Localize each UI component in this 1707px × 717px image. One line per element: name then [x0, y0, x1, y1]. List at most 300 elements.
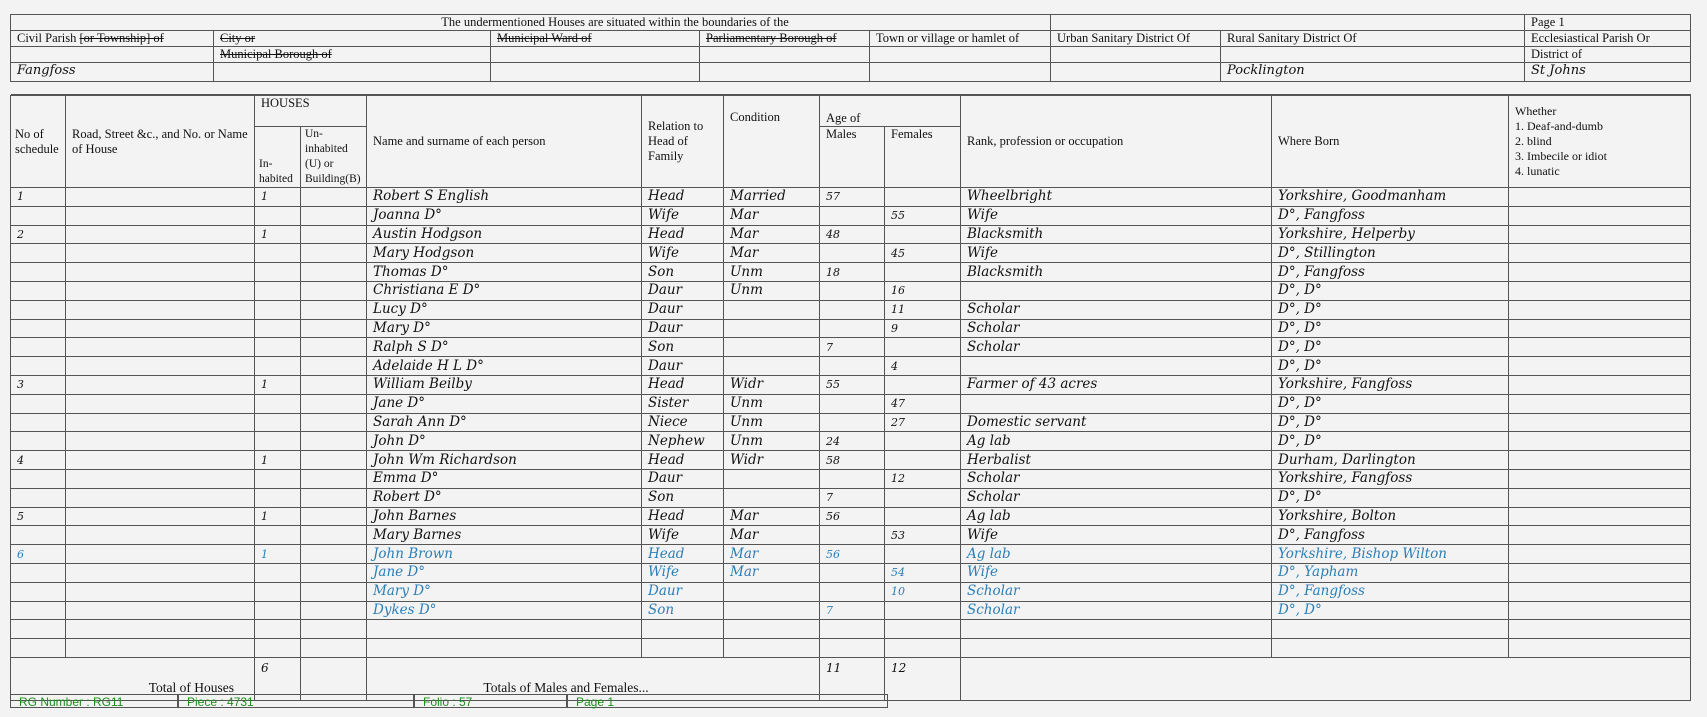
occupation-cell: Wife	[961, 563, 1272, 582]
condition-cell	[724, 582, 820, 601]
col-road: Road, Street &c., and No. or Name of House	[66, 96, 255, 188]
value-ecclesiastical: St Johns	[1525, 63, 1691, 82]
road-cell	[66, 601, 255, 620]
uninhabited-cell	[301, 300, 367, 319]
condition-cell: Unm	[724, 263, 820, 282]
occupation-cell	[961, 639, 1272, 658]
occupation-cell: Scholar	[961, 319, 1272, 338]
uninhabited-cell	[301, 620, 367, 639]
female-age	[885, 225, 961, 244]
condition-cell: Unm	[724, 413, 820, 432]
road-cell	[66, 225, 255, 244]
person-name: Adelaide H L D°	[367, 357, 642, 376]
road-cell	[66, 281, 255, 300]
schedule-cell	[11, 338, 66, 357]
label-ecclesiastical: Ecclesiastical Parish Or	[1525, 31, 1691, 47]
relation-cell	[642, 620, 724, 639]
person-name: Robert S English	[367, 188, 642, 207]
birthplace-cell: D°, D°	[1272, 413, 1509, 432]
schedule-cell	[11, 488, 66, 507]
table-row	[11, 639, 1691, 658]
label-city: City or	[214, 31, 491, 47]
uninhabited-cell	[301, 582, 367, 601]
birthplace-cell: D°, D°	[1272, 281, 1509, 300]
table-row	[11, 488, 1691, 507]
table-row	[11, 451, 1691, 470]
road-cell	[66, 244, 255, 263]
whether-cell	[1509, 357, 1691, 376]
person-name: Emma D°	[367, 469, 642, 488]
schedule-cell: 6	[11, 545, 66, 564]
col-rank: Rank, profession or occupation	[961, 96, 1272, 188]
relation-cell: Daur	[642, 582, 724, 601]
occupation-cell: Blacksmith	[961, 225, 1272, 244]
relation-cell: Wife	[642, 563, 724, 582]
schedule-cell	[11, 319, 66, 338]
person-name: Christiana E D°	[367, 281, 642, 300]
birthplace-cell: Yorkshire, Helperby	[1272, 225, 1509, 244]
whether-cell	[1509, 620, 1691, 639]
total-houses-label: Total of Houses	[11, 657, 255, 700]
inhabited-cell	[255, 319, 301, 338]
road-cell	[66, 526, 255, 545]
road-cell	[66, 319, 255, 338]
female-age: 45	[885, 244, 961, 263]
col-whether	[1509, 96, 1691, 188]
female-age: 4	[885, 357, 961, 376]
label-rural-sanitary: Rural Sanitary District Of	[1221, 31, 1525, 47]
uninhabited-cell	[301, 601, 367, 620]
whether-cell	[1509, 413, 1691, 432]
total-houses-value: 6	[255, 657, 301, 700]
birthplace-cell: D°, D°	[1272, 357, 1509, 376]
inhabited-cell: 1	[255, 507, 301, 526]
whether-3: 3. Imbecile or idiot	[1515, 149, 1607, 163]
road-cell	[66, 488, 255, 507]
schedule-cell	[11, 582, 66, 601]
occupation-cell: Wife	[961, 526, 1272, 545]
boundary-header-table	[10, 14, 1691, 95]
birthplace-cell: D°, D°	[1272, 488, 1509, 507]
schedule-cell	[11, 601, 66, 620]
footer-rg-number: RG Number : RG11	[10, 694, 178, 708]
occupation-cell: Scholar	[961, 469, 1272, 488]
inhabited-cell: 1	[255, 225, 301, 244]
col-inhabited: In-habited	[255, 127, 301, 188]
whether-cell	[1509, 582, 1691, 601]
table-row	[11, 225, 1691, 244]
relation-cell: Daur	[642, 300, 724, 319]
relation-cell: Nephew	[642, 432, 724, 451]
col-condition: Condition	[724, 96, 820, 188]
person-name: Ralph S D°	[367, 338, 642, 357]
table-row	[11, 601, 1691, 620]
road-cell	[66, 563, 255, 582]
occupation-cell: Scholar	[961, 601, 1272, 620]
condition-cell	[724, 319, 820, 338]
road-cell	[66, 206, 255, 225]
birthplace-cell	[1272, 639, 1509, 658]
male-age	[820, 300, 885, 319]
birthplace-cell: D°, Fangfoss	[1272, 526, 1509, 545]
male-age: 7	[820, 338, 885, 357]
total-persons-label: Totals of Males and Females...	[367, 657, 820, 700]
uninhabited-cell	[301, 281, 367, 300]
whether-1: 1. Deaf-and-dumb	[1515, 119, 1603, 133]
road-cell	[66, 394, 255, 413]
person-name: John Barnes	[367, 507, 642, 526]
relation-cell: Wife	[642, 244, 724, 263]
occupation-cell: Scholar	[961, 488, 1272, 507]
occupation-cell	[961, 357, 1272, 376]
male-age: 57	[820, 188, 885, 207]
road-cell	[66, 375, 255, 394]
relation-cell: Head	[642, 225, 724, 244]
female-age: 10	[885, 582, 961, 601]
whether-cell	[1509, 244, 1691, 263]
schedule-cell: 1	[11, 188, 66, 207]
inhabited-cell	[255, 601, 301, 620]
female-age: 55	[885, 206, 961, 225]
label-civil-parish: Civil Parish [or Township] of	[11, 31, 214, 47]
schedule-cell	[11, 432, 66, 451]
inhabited-cell	[255, 357, 301, 376]
whether-cell	[1509, 188, 1691, 207]
female-age	[885, 263, 961, 282]
label-district-of: District of	[1525, 47, 1691, 63]
inhabited-cell	[255, 432, 301, 451]
uninhabited-cell	[301, 188, 367, 207]
female-age: 9	[885, 319, 961, 338]
road-cell	[66, 338, 255, 357]
male-age	[820, 413, 885, 432]
schedule-cell	[11, 357, 66, 376]
female-age	[885, 338, 961, 357]
male-age: 48	[820, 225, 885, 244]
male-age	[820, 206, 885, 225]
inhabited-cell	[255, 582, 301, 601]
table-row	[11, 281, 1691, 300]
person-name: Dykes D°	[367, 601, 642, 620]
road-cell	[66, 188, 255, 207]
schedule-cell	[11, 563, 66, 582]
relation-cell: Wife	[642, 526, 724, 545]
relation-cell: Niece	[642, 413, 724, 432]
schedule-cell: 3	[11, 375, 66, 394]
condition-cell: Mar	[724, 563, 820, 582]
whether-cell	[1509, 263, 1691, 282]
male-age	[820, 394, 885, 413]
condition-cell: Mar	[724, 507, 820, 526]
birthplace-cell: D°, Fangfoss	[1272, 582, 1509, 601]
birthplace-cell: D°, D°	[1272, 319, 1509, 338]
occupation-cell: Scholar	[961, 582, 1272, 601]
whether-title: Whether	[1515, 104, 1557, 118]
female-age	[885, 507, 961, 526]
inhabited-cell: 1	[255, 451, 301, 470]
uninhabited-cell	[301, 375, 367, 394]
relation-cell: Daur	[642, 357, 724, 376]
col-no-schedule: No of schedule	[11, 96, 66, 188]
person-name: John D°	[367, 432, 642, 451]
occupation-cell	[961, 394, 1272, 413]
person-name	[367, 620, 642, 639]
male-age: 58	[820, 451, 885, 470]
label-municipal-borough: Municipal Borough of	[214, 47, 491, 63]
female-age	[885, 620, 961, 639]
table-row	[11, 507, 1691, 526]
reference-footer	[10, 694, 888, 708]
relation-cell: Head	[642, 545, 724, 564]
occupation-cell: Ag lab	[961, 507, 1272, 526]
person-name: Joanna D°	[367, 206, 642, 225]
occupation-cell: Ag lab	[961, 545, 1272, 564]
table-row	[11, 319, 1691, 338]
uninhabited-cell	[301, 639, 367, 658]
person-name: Jane D°	[367, 563, 642, 582]
col-houses: HOUSES	[255, 96, 367, 127]
person-name: Mary Hodgson	[367, 244, 642, 263]
female-age	[885, 432, 961, 451]
schedule-cell	[11, 244, 66, 263]
birthplace-cell: D°, Fangfoss	[1272, 263, 1509, 282]
uninhabited-cell	[301, 526, 367, 545]
relation-cell: Daur	[642, 319, 724, 338]
birthplace-cell: D°, D°	[1272, 432, 1509, 451]
schedule-cell: 2	[11, 225, 66, 244]
uninhabited-cell	[301, 244, 367, 263]
whether-cell	[1509, 225, 1691, 244]
occupation-cell	[961, 620, 1272, 639]
label-town-village: Town or village or hamlet of	[870, 31, 1051, 47]
table-row	[11, 526, 1691, 545]
col-uninhabited: Un-inhabited (U) or Building(B)	[301, 127, 367, 188]
person-name	[367, 639, 642, 658]
table-row	[11, 357, 1691, 376]
uninhabited-cell	[301, 488, 367, 507]
uninhabited-cell	[301, 545, 367, 564]
male-age	[820, 526, 885, 545]
schedule-cell	[11, 206, 66, 225]
condition-cell: Widr	[724, 451, 820, 470]
schedule-cell: 5	[11, 507, 66, 526]
whether-cell	[1509, 488, 1691, 507]
inhabited-cell	[255, 206, 301, 225]
occupation-cell: Farmer of 43 acres	[961, 375, 1272, 394]
road-cell	[66, 263, 255, 282]
condition-cell	[724, 338, 820, 357]
table-row	[11, 620, 1691, 639]
relation-cell: Sister	[642, 394, 724, 413]
condition-cell: Mar	[724, 206, 820, 225]
page-number: Page 1	[1525, 15, 1691, 31]
table-row	[11, 188, 1691, 207]
male-age	[820, 469, 885, 488]
male-age	[820, 639, 885, 658]
female-age	[885, 639, 961, 658]
female-age: 12	[885, 469, 961, 488]
inhabited-cell	[255, 300, 301, 319]
condition-cell: Mar	[724, 545, 820, 564]
condition-cell: Married	[724, 188, 820, 207]
uninhabited-cell	[301, 432, 367, 451]
condition-cell: Unm	[724, 394, 820, 413]
schedule-cell	[11, 300, 66, 319]
value-rural-sanitary: Pocklington	[1221, 63, 1525, 82]
whether-cell	[1509, 601, 1691, 620]
male-age: 56	[820, 545, 885, 564]
female-age	[885, 188, 961, 207]
male-age	[820, 563, 885, 582]
female-age: 47	[885, 394, 961, 413]
male-age	[820, 582, 885, 601]
schedule-cell	[11, 413, 66, 432]
uninhabited-cell	[301, 225, 367, 244]
person-name: John Brown	[367, 545, 642, 564]
uninhabited-cell	[301, 469, 367, 488]
condition-cell	[724, 620, 820, 639]
schedule-cell	[11, 394, 66, 413]
col-name: Name and surname of each person	[367, 96, 642, 188]
whether-cell	[1509, 206, 1691, 225]
road-cell	[66, 357, 255, 376]
person-name: Austin Hodgson	[367, 225, 642, 244]
whether-cell	[1509, 563, 1691, 582]
table-row	[11, 563, 1691, 582]
birthplace-cell: D°, D°	[1272, 394, 1509, 413]
male-age: 7	[820, 601, 885, 620]
inhabited-cell	[255, 244, 301, 263]
female-age	[885, 451, 961, 470]
male-age: 56	[820, 507, 885, 526]
person-name: John Wm Richardson	[367, 451, 642, 470]
census-sheet	[10, 14, 1690, 701]
inhabited-cell: 1	[255, 545, 301, 564]
label-parliamentary-borough: Parliamentary Borough of	[700, 31, 870, 47]
whether-cell	[1509, 300, 1691, 319]
uninhabited-cell	[301, 357, 367, 376]
birthplace-cell: Yorkshire, Fangfoss	[1272, 375, 1509, 394]
condition-cell	[724, 300, 820, 319]
condition-cell: Mar	[724, 244, 820, 263]
uninhabited-cell	[301, 394, 367, 413]
female-age	[885, 545, 961, 564]
whether-cell	[1509, 281, 1691, 300]
label-urban-sanitary: Urban Sanitary District Of	[1051, 31, 1221, 47]
condition-cell	[724, 639, 820, 658]
schedule-cell: 4	[11, 451, 66, 470]
birthplace-cell: D°, D°	[1272, 300, 1509, 319]
condition-cell: Mar	[724, 526, 820, 545]
road-cell	[66, 545, 255, 564]
col-males: Males	[820, 127, 885, 188]
schedule-cell	[11, 639, 66, 658]
person-name: Robert D°	[367, 488, 642, 507]
relation-cell	[642, 639, 724, 658]
whether-cell	[1509, 469, 1691, 488]
female-age	[885, 375, 961, 394]
male-age	[820, 319, 885, 338]
schedule-cell	[11, 469, 66, 488]
inhabited-cell	[255, 338, 301, 357]
birthplace-cell: Yorkshire, Bolton	[1272, 507, 1509, 526]
whether-cell	[1509, 451, 1691, 470]
schedule-cell	[11, 526, 66, 545]
male-age	[820, 281, 885, 300]
header-blank	[1051, 15, 1525, 31]
occupation-cell: Herbalist	[961, 451, 1272, 470]
whether-cell	[1509, 639, 1691, 658]
whether-cell	[1509, 319, 1691, 338]
female-age	[885, 601, 961, 620]
relation-cell: Son	[642, 601, 724, 620]
inhabited-cell	[255, 469, 301, 488]
person-name: Mary D°	[367, 582, 642, 601]
col-where-born: Where Born	[1272, 96, 1509, 188]
occupation-cell: Scholar	[961, 338, 1272, 357]
road-cell	[66, 620, 255, 639]
whether-cell	[1509, 507, 1691, 526]
birthplace-cell: D°, Stillington	[1272, 244, 1509, 263]
birthplace-cell: Yorkshire, Goodmanham	[1272, 188, 1509, 207]
inhabited-cell	[255, 488, 301, 507]
footer-folio: Folio : 57	[414, 694, 567, 708]
table-row	[11, 338, 1691, 357]
male-age	[820, 620, 885, 639]
table-row	[11, 263, 1691, 282]
male-age: 24	[820, 432, 885, 451]
female-age: 27	[885, 413, 961, 432]
inhabited-cell	[255, 281, 301, 300]
table-row	[11, 469, 1691, 488]
birthplace-cell	[1272, 620, 1509, 639]
male-age: 7	[820, 488, 885, 507]
birthplace-cell: Yorkshire, Fangfoss	[1272, 469, 1509, 488]
label-municipal-ward: Municipal Ward of	[491, 31, 700, 47]
table-row	[11, 413, 1691, 432]
uninhabited-cell	[301, 263, 367, 282]
whether-2: 2. blind	[1515, 134, 1552, 148]
condition-cell: Unm	[724, 432, 820, 451]
occupation-cell: Scholar	[961, 300, 1272, 319]
road-cell	[66, 413, 255, 432]
female-age: 11	[885, 300, 961, 319]
table-row	[11, 582, 1691, 601]
inhabited-cell: 1	[255, 188, 301, 207]
uninhabited-cell	[301, 507, 367, 526]
inhabited-cell	[255, 563, 301, 582]
inhabited-cell	[255, 620, 301, 639]
road-cell	[66, 507, 255, 526]
table-row	[11, 394, 1691, 413]
relation-cell: Son	[642, 263, 724, 282]
uninhabited-cell	[301, 319, 367, 338]
female-age: 54	[885, 563, 961, 582]
occupation-cell: Wife	[961, 206, 1272, 225]
birthplace-cell: D°, Fangfoss	[1272, 206, 1509, 225]
whether-4: 4. lunatic	[1515, 164, 1560, 178]
person-name: Lucy D°	[367, 300, 642, 319]
schedule-cell	[11, 281, 66, 300]
occupation-cell	[961, 281, 1272, 300]
schedule-cell	[11, 620, 66, 639]
whether-cell	[1509, 545, 1691, 564]
relation-cell: Son	[642, 488, 724, 507]
condition-cell: Widr	[724, 375, 820, 394]
table-row	[11, 432, 1691, 451]
footer-page: Page 1	[567, 694, 888, 708]
whether-cell	[1509, 526, 1691, 545]
